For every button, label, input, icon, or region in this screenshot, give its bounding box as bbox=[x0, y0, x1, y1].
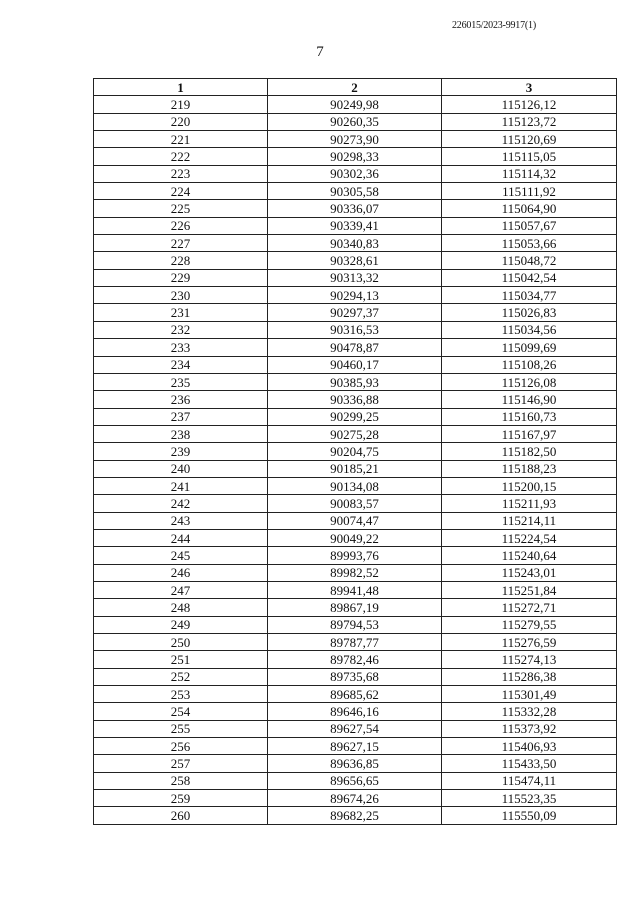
y-coordinate-cell: 115406,93 bbox=[442, 738, 617, 755]
table-body bbox=[94, 96, 617, 824]
point-number-cell: 246 bbox=[94, 564, 268, 581]
point-number-cell: 227 bbox=[94, 235, 268, 252]
x-coordinate-cell: 90313,32 bbox=[268, 269, 442, 286]
point-number-cell: 252 bbox=[94, 668, 268, 685]
point-number-cell: 249 bbox=[94, 616, 268, 633]
x-coordinate-cell: 90299,25 bbox=[268, 408, 442, 425]
point-number-cell: 232 bbox=[94, 321, 268, 338]
y-coordinate-cell: 115111,92 bbox=[442, 183, 617, 200]
page-number: 7 bbox=[316, 44, 324, 60]
x-coordinate-cell: 90049,22 bbox=[268, 529, 442, 546]
y-coordinate-cell: 115126,08 bbox=[442, 373, 617, 390]
point-number-cell: 222 bbox=[94, 148, 268, 165]
table-row bbox=[94, 269, 617, 286]
table-row bbox=[94, 755, 617, 772]
table-row bbox=[94, 200, 617, 217]
y-coordinate-cell: 115433,50 bbox=[442, 755, 617, 772]
point-number-cell: 221 bbox=[94, 131, 268, 148]
x-coordinate-cell: 89867,19 bbox=[268, 599, 442, 616]
y-coordinate-cell: 115108,26 bbox=[442, 356, 617, 373]
y-coordinate-cell: 115160,73 bbox=[442, 408, 617, 425]
y-coordinate-cell: 115146,90 bbox=[442, 391, 617, 408]
table-row bbox=[94, 183, 617, 200]
table-row bbox=[94, 408, 617, 425]
point-number-cell: 223 bbox=[94, 165, 268, 182]
x-coordinate-cell: 90083,57 bbox=[268, 495, 442, 512]
table-row bbox=[94, 720, 617, 737]
x-coordinate-cell: 90294,13 bbox=[268, 287, 442, 304]
x-coordinate-cell: 90275,28 bbox=[268, 425, 442, 442]
table-row bbox=[94, 443, 617, 460]
x-coordinate-cell: 89782,46 bbox=[268, 651, 442, 668]
table-row bbox=[94, 235, 617, 252]
y-coordinate-cell: 115182,50 bbox=[442, 443, 617, 460]
x-coordinate-cell: 89982,52 bbox=[268, 564, 442, 581]
column-header-2: 2 bbox=[268, 79, 442, 96]
point-number-cell: 238 bbox=[94, 425, 268, 442]
table-row bbox=[94, 425, 617, 442]
point-number-cell: 239 bbox=[94, 443, 268, 460]
x-coordinate-cell: 90185,21 bbox=[268, 460, 442, 477]
table-row bbox=[94, 564, 617, 581]
table-row bbox=[94, 668, 617, 685]
y-coordinate-cell: 115286,38 bbox=[442, 668, 617, 685]
table-row bbox=[94, 738, 617, 755]
point-number-cell: 219 bbox=[94, 96, 268, 113]
point-number-cell: 244 bbox=[94, 529, 268, 546]
point-number-cell: 241 bbox=[94, 477, 268, 494]
x-coordinate-cell: 89794,53 bbox=[268, 616, 442, 633]
table-row bbox=[94, 391, 617, 408]
y-coordinate-cell: 115126,12 bbox=[442, 96, 617, 113]
table-row bbox=[94, 686, 617, 703]
table-row bbox=[94, 529, 617, 546]
y-coordinate-cell: 115099,69 bbox=[442, 339, 617, 356]
point-number-cell: 224 bbox=[94, 183, 268, 200]
x-coordinate-cell: 89941,48 bbox=[268, 581, 442, 598]
y-coordinate-cell: 115523,35 bbox=[442, 790, 617, 807]
y-coordinate-cell: 115373,92 bbox=[442, 720, 617, 737]
table-row bbox=[94, 807, 617, 824]
point-number-cell: 240 bbox=[94, 460, 268, 477]
x-coordinate-cell: 90316,53 bbox=[268, 321, 442, 338]
y-coordinate-cell: 115276,59 bbox=[442, 634, 617, 651]
table-row bbox=[94, 373, 617, 390]
point-number-cell: 229 bbox=[94, 269, 268, 286]
table-row bbox=[94, 512, 617, 529]
x-coordinate-cell: 89682,25 bbox=[268, 807, 442, 824]
y-coordinate-cell: 115114,32 bbox=[442, 165, 617, 182]
y-coordinate-cell: 115550,09 bbox=[442, 807, 617, 824]
point-number-cell: 259 bbox=[94, 790, 268, 807]
y-coordinate-cell: 115224,54 bbox=[442, 529, 617, 546]
table-row bbox=[94, 599, 617, 616]
table-row bbox=[94, 547, 617, 564]
x-coordinate-cell: 90385,93 bbox=[268, 373, 442, 390]
y-coordinate-cell: 115251,84 bbox=[442, 581, 617, 598]
y-coordinate-cell: 115474,11 bbox=[442, 772, 617, 789]
y-coordinate-cell: 115026,83 bbox=[442, 304, 617, 321]
table-row bbox=[94, 165, 617, 182]
point-number-cell: 237 bbox=[94, 408, 268, 425]
x-coordinate-cell: 90302,36 bbox=[268, 165, 442, 182]
y-coordinate-cell: 115120,69 bbox=[442, 131, 617, 148]
x-coordinate-cell: 89787,77 bbox=[268, 634, 442, 651]
table-row bbox=[94, 703, 617, 720]
y-coordinate-cell: 115034,77 bbox=[442, 287, 617, 304]
table-row bbox=[94, 651, 617, 668]
y-coordinate-cell: 115243,01 bbox=[442, 564, 617, 581]
x-coordinate-cell: 90298,33 bbox=[268, 148, 442, 165]
x-coordinate-cell: 90204,75 bbox=[268, 443, 442, 460]
column-header-3: 3 bbox=[442, 79, 617, 96]
y-coordinate-cell: 115188,23 bbox=[442, 460, 617, 477]
point-number-cell: 255 bbox=[94, 720, 268, 737]
table-row bbox=[94, 304, 617, 321]
table-row bbox=[94, 460, 617, 477]
table-row bbox=[94, 356, 617, 373]
y-coordinate-cell: 115332,28 bbox=[442, 703, 617, 720]
table-row bbox=[94, 321, 617, 338]
table-row bbox=[94, 217, 617, 234]
x-coordinate-cell: 89674,26 bbox=[268, 790, 442, 807]
x-coordinate-cell: 89646,16 bbox=[268, 703, 442, 720]
x-coordinate-cell: 90074,47 bbox=[268, 512, 442, 529]
point-number-cell: 257 bbox=[94, 755, 268, 772]
point-number-cell: 228 bbox=[94, 252, 268, 269]
table-row bbox=[94, 339, 617, 356]
column-header-1: 1 bbox=[94, 79, 268, 96]
point-number-cell: 260 bbox=[94, 807, 268, 824]
table-row bbox=[94, 113, 617, 130]
y-coordinate-cell: 115272,71 bbox=[442, 599, 617, 616]
x-coordinate-cell: 89656,65 bbox=[268, 772, 442, 789]
x-coordinate-cell: 90249,98 bbox=[268, 96, 442, 113]
x-coordinate-cell: 90260,35 bbox=[268, 113, 442, 130]
table-row bbox=[94, 148, 617, 165]
table-row bbox=[94, 772, 617, 789]
y-coordinate-cell: 115301,49 bbox=[442, 686, 617, 703]
y-coordinate-cell: 115057,67 bbox=[442, 217, 617, 234]
x-coordinate-cell: 90305,58 bbox=[268, 183, 442, 200]
coordinates-table bbox=[93, 78, 617, 825]
point-number-cell: 235 bbox=[94, 373, 268, 390]
x-coordinate-cell: 90134,08 bbox=[268, 477, 442, 494]
table-row bbox=[94, 790, 617, 807]
x-coordinate-cell: 89627,54 bbox=[268, 720, 442, 737]
y-coordinate-cell: 115214,11 bbox=[442, 512, 617, 529]
table-row bbox=[94, 477, 617, 494]
point-number-cell: 250 bbox=[94, 634, 268, 651]
point-number-cell: 236 bbox=[94, 391, 268, 408]
x-coordinate-cell: 90273,90 bbox=[268, 131, 442, 148]
y-coordinate-cell: 115274,13 bbox=[442, 651, 617, 668]
table-row bbox=[94, 495, 617, 512]
point-number-cell: 253 bbox=[94, 686, 268, 703]
point-number-cell: 258 bbox=[94, 772, 268, 789]
point-number-cell: 248 bbox=[94, 599, 268, 616]
y-coordinate-cell: 115279,55 bbox=[442, 616, 617, 633]
y-coordinate-cell: 115240,64 bbox=[442, 547, 617, 564]
point-number-cell: 230 bbox=[94, 287, 268, 304]
table-row bbox=[94, 252, 617, 269]
point-number-cell: 254 bbox=[94, 703, 268, 720]
x-coordinate-cell: 89685,62 bbox=[268, 686, 442, 703]
table-row bbox=[94, 96, 617, 113]
table-row bbox=[94, 616, 617, 633]
point-number-cell: 247 bbox=[94, 581, 268, 598]
x-coordinate-cell: 89993,76 bbox=[268, 547, 442, 564]
x-coordinate-cell: 89735,68 bbox=[268, 668, 442, 685]
y-coordinate-cell: 115064,90 bbox=[442, 200, 617, 217]
y-coordinate-cell: 115211,93 bbox=[442, 495, 617, 512]
table-row bbox=[94, 581, 617, 598]
point-number-cell: 243 bbox=[94, 512, 268, 529]
point-number-cell: 256 bbox=[94, 738, 268, 755]
point-number-cell: 233 bbox=[94, 339, 268, 356]
x-coordinate-cell: 89636,85 bbox=[268, 755, 442, 772]
x-coordinate-cell: 90340,83 bbox=[268, 235, 442, 252]
table-row bbox=[94, 131, 617, 148]
table-header-row bbox=[94, 79, 617, 96]
x-coordinate-cell: 90297,37 bbox=[268, 304, 442, 321]
y-coordinate-cell: 115123,72 bbox=[442, 113, 617, 130]
point-number-cell: 220 bbox=[94, 113, 268, 130]
y-coordinate-cell: 115048,72 bbox=[442, 252, 617, 269]
y-coordinate-cell: 115042,54 bbox=[442, 269, 617, 286]
x-coordinate-cell: 90336,07 bbox=[268, 200, 442, 217]
x-coordinate-cell: 90339,41 bbox=[268, 217, 442, 234]
point-number-cell: 251 bbox=[94, 651, 268, 668]
y-coordinate-cell: 115115,05 bbox=[442, 148, 617, 165]
point-number-cell: 242 bbox=[94, 495, 268, 512]
document-number: 226015/2023-9917(1) bbox=[452, 20, 536, 31]
point-number-cell: 234 bbox=[94, 356, 268, 373]
point-number-cell: 245 bbox=[94, 547, 268, 564]
x-coordinate-cell: 90336,88 bbox=[268, 391, 442, 408]
y-coordinate-cell: 115053,66 bbox=[442, 235, 617, 252]
table-row bbox=[94, 287, 617, 304]
x-coordinate-cell: 90478,87 bbox=[268, 339, 442, 356]
point-number-cell: 226 bbox=[94, 217, 268, 234]
point-number-cell: 225 bbox=[94, 200, 268, 217]
x-coordinate-cell: 90328,61 bbox=[268, 252, 442, 269]
point-number-cell: 231 bbox=[94, 304, 268, 321]
table-row bbox=[94, 634, 617, 651]
y-coordinate-cell: 115034,56 bbox=[442, 321, 617, 338]
y-coordinate-cell: 115167,97 bbox=[442, 425, 617, 442]
x-coordinate-cell: 89627,15 bbox=[268, 738, 442, 755]
x-coordinate-cell: 90460,17 bbox=[268, 356, 442, 373]
y-coordinate-cell: 115200,15 bbox=[442, 477, 617, 494]
